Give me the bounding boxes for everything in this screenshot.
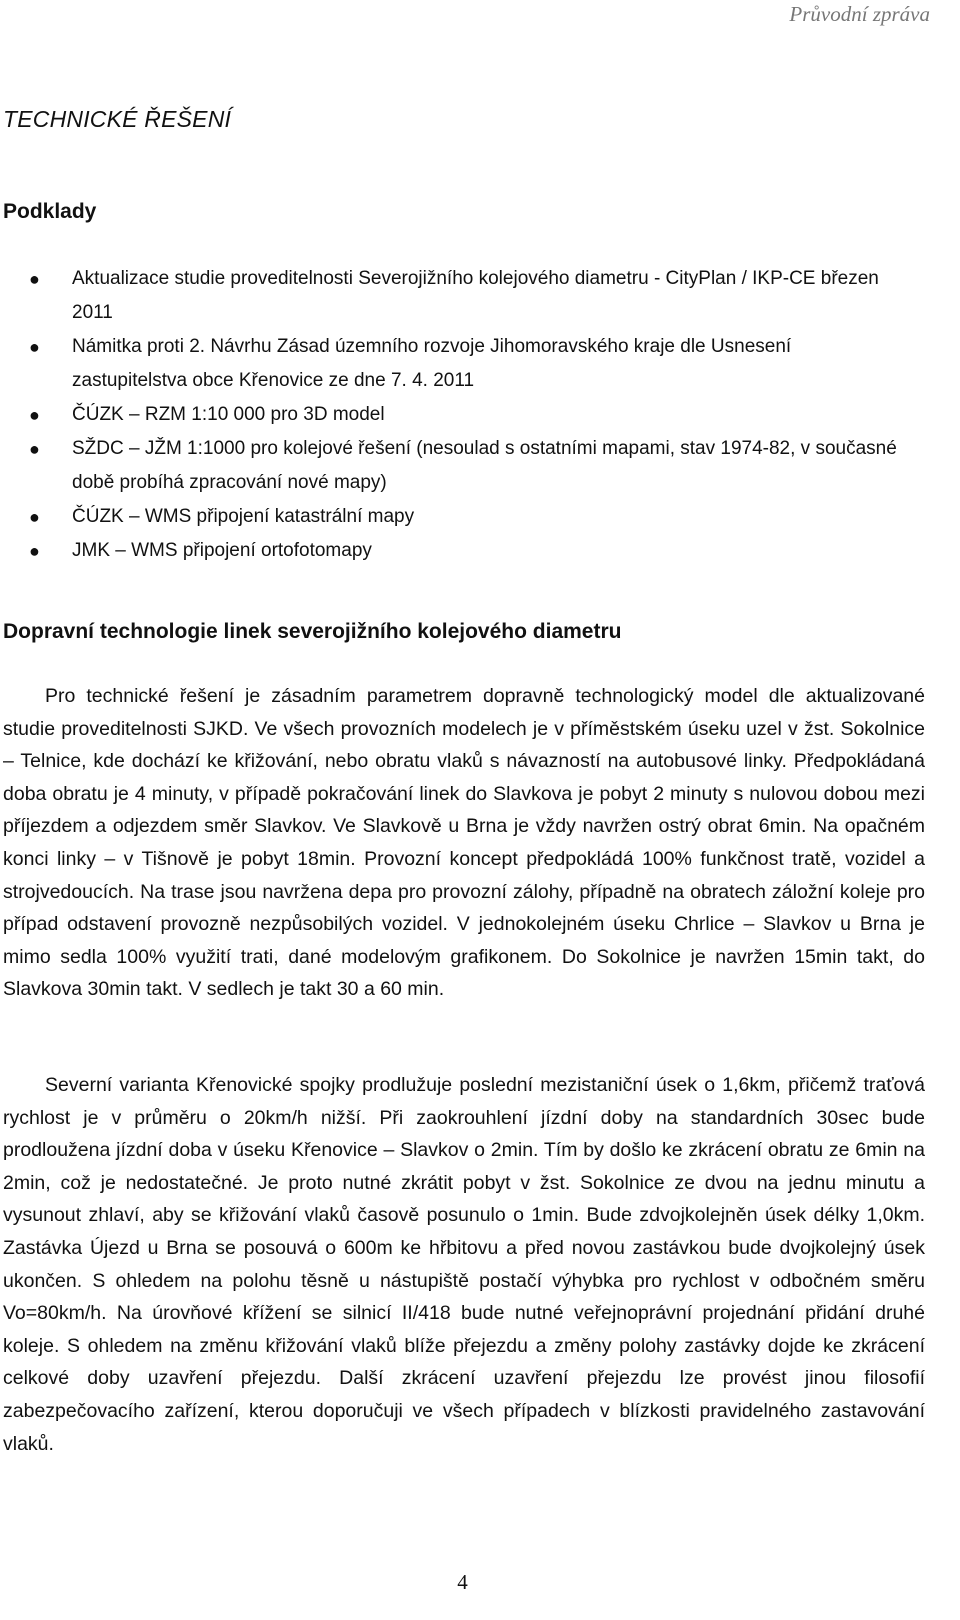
list-item-text: JMK – WMS připojení ortofotomapy bbox=[72, 540, 372, 561]
bullet-icon: ● bbox=[29, 337, 40, 357]
list-item-text: SŽDC – JŽM 1:1000 pro kolejové řešení (nesoulad s ostatními mapami, stav 1974-82, v současné době probíhá zpracování nové mapy) bbox=[72, 438, 897, 493]
list-item-text: ČÚZK – RZM 1:10 000 pro 3D model bbox=[72, 404, 385, 425]
sources-heading: Podklady bbox=[3, 200, 97, 223]
list-item bbox=[0, 398, 905, 432]
running-header: Průvodní zpráva bbox=[789, 2, 930, 26]
bullet-icon: ● bbox=[29, 405, 40, 425]
list-item-text: Námitka proti 2. Návrhu Zásad územního rozvoje Jihomoravského kraje dle Usnesení zastupitelstva obce Křenovice ze dne 7. 4. 2011 bbox=[72, 336, 792, 391]
list-item bbox=[0, 330, 905, 398]
list-item bbox=[0, 432, 905, 500]
list-item bbox=[0, 500, 905, 534]
bullet-icon: ● bbox=[29, 541, 40, 561]
body-paragraph: Severní varianta Křenovické spojky prodlužuje poslední mezistaniční úsek o 1,6km, přičemž traťová rychlost je v průměru o 20km/h nižší. Při zaokrouhlení jízdní doby na standardních 30sec bude prodloužena jízdní doba v úseku Křenovice – Slavkov o 2min. Tím by došlo ke zkrácení obratu ze 6min na 2min, což je nedostatečné. Je proto nutné zkrátit pobyt v žst. Sokolnice ze dvou na jednu minutu a vysunout zhlaví, aby se křižování vlaků časově posunulo o 1min. Bude zdvojkolejněn úsek délky 1,0km. Zastávka Újezd u Brna se posouvá o 600m ke hřbitovu a před novou zastávkou bude dvojkolejný úsek ukončen. S ohledem na polohu těsně u nástupiště postačí výhybka pro rychlost v odbočném směru Vo=80km/h. Na úrovňové křížení se silnicí II/418 bude nutné veřejnoprávní projednání přidání druhé koleje. S ohledem na změnu křižování vlaků blíže přejezdu a změny polohy zastávky dojde ke zkrácení celkové doby uzavření přejezdu. Další zkrácení uzavření přejezdu lze provést jinou filosofií zabezpečovacího zařízení, kterou doporučuji ve všech případech v blízkosti pravidelného zastavování vlaků. bbox=[3, 1074, 925, 1455]
bullet-icon: ● bbox=[29, 269, 40, 289]
list-item bbox=[0, 262, 905, 330]
body-paragraph: Pro technické řešení je zásadním parametrem dopravně technologický model dle aktualizované studie proveditelnosti SJKD. Ve všech provozních modelech je v příměstském úseku uzel v žst. Sokolnice – Telnice, kde dochází ke křižování, nebo obratu vlaků s návazností na autobusové linky. Předpokládaná doba obratu je 4 minuty, v případě pokračování linek do Slavkova je pobyt 2 minuty s nulovou dobou mezi příjezdem a odjezdem směr Slavkov. Ve Slavkově u Brna je vždy navržen ostrý obrat 6min. Na opačném konci linky – v Tišnově je pobyt 18min. Provozní koncept předpokládá 100% funkčnost tratě, vozidel a strojvedoucích. Na trase jsou navržena depa pro provozní zálohy, případně na obratech záložní koleje pro případ odstavení provozně nezpůsobilých vozidel. V jednokolejném úseku Chrlice – Slavkov u Brna je mimo sedla 100% využití trati, dané modelovým grafikonem. Do Sokolnice je navržen 15min takt, do Slavkova 30min takt. V sedlech je takt 30 a 60 min. bbox=[3, 685, 925, 1001]
list-item bbox=[0, 534, 905, 568]
list-item-text: Aktualizace studie proveditelnosti Severojižního kolejového diametru - CityPlan / IKP-CE březen 2011 bbox=[72, 268, 879, 323]
page-number: 4 bbox=[457, 1570, 468, 1594]
section-title: TECHNICKÉ ŘEŠENÍ bbox=[3, 106, 232, 132]
sources-list bbox=[0, 262, 905, 568]
technology-heading: Dopravní technologie linek severojižního kolejového diametru bbox=[3, 620, 622, 643]
bullet-icon: ● bbox=[29, 439, 40, 459]
list-item-text: ČÚZK – WMS připojení katastrální mapy bbox=[72, 506, 415, 527]
bullet-icon: ● bbox=[29, 507, 40, 527]
